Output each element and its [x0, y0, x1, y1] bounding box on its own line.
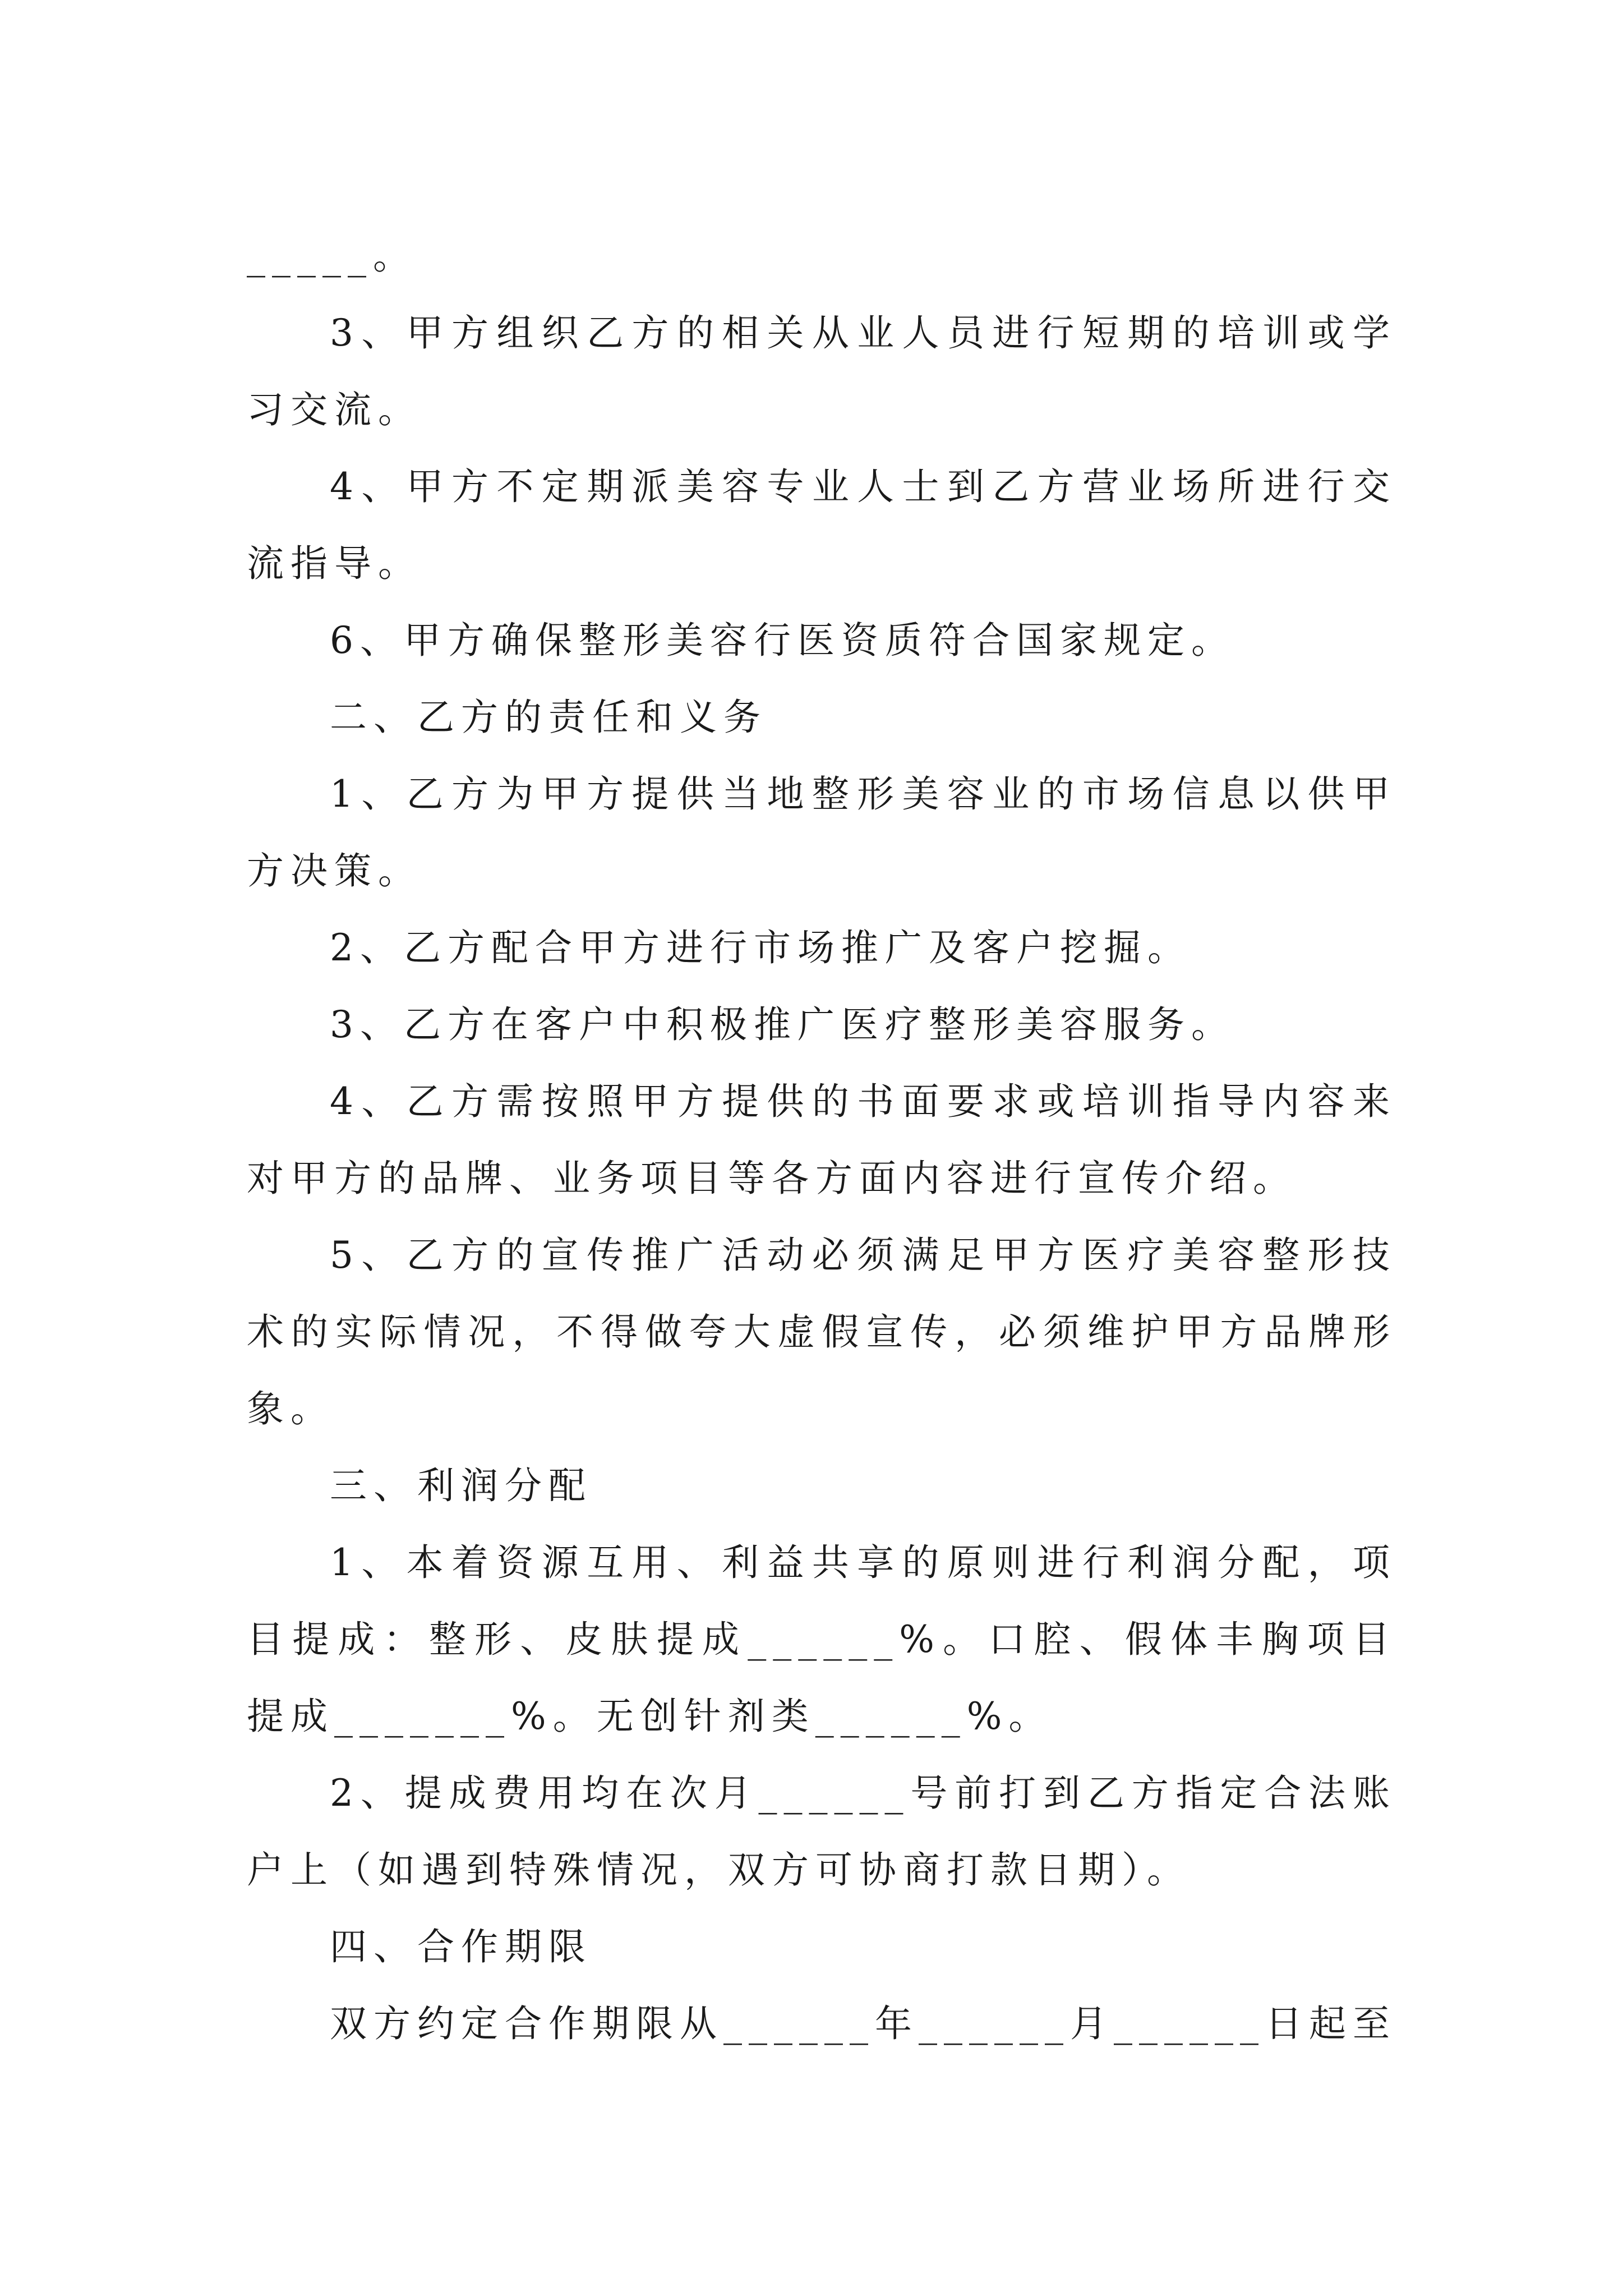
paragraph-party-b-item-1: 1、乙方为甲方提供当地整形美容业的市场信息以供甲方决策。: [247, 772, 1396, 892]
paragraph-party-a-item-6: 6、甲方确保整形美容行医资质符合国家规定。: [330, 619, 1235, 662]
paragraph-party-b-item-4: 4、乙方需按照甲方提供的书面要求或培训指导内容来对甲方的品牌、业务项目等各方面内容进行宣传介绍。: [247, 1080, 1396, 1200]
paragraph-party-b-item-2: 2、乙方配合甲方进行市场推广及客户挖掘。: [330, 926, 1191, 969]
paragraph-party-a-item-4: 4、甲方不定期派美容专业人士到乙方营业场所进行交流指导。: [247, 465, 1396, 585]
section-heading-party-b: 二、乙方的责任和义务: [330, 696, 767, 739]
paragraph-profit-item-2: 2、提成费用均在次月______号前打到乙方指定合法账户上（如遇到特殊情况，双方可协商打款日期）。: [247, 1772, 1396, 1892]
document-body: [247, 218, 1396, 2062]
section-heading-term: 四、合作期限: [330, 1925, 592, 1968]
paragraph-party-b-item-5: 5、乙方的宣传推广活动必须满足甲方医疗美容整形技术的实际情况，不得做夸大虚假宣传，必须维护甲方品牌形象。: [247, 1234, 1396, 1430]
paragraph-party-a-item-3: 3、甲方组织乙方的相关从业人员进行短期的培训或学习交流。: [247, 311, 1396, 431]
paragraph-term-text: 双方约定合作期限从______年______月______日起至: [330, 2002, 1396, 2045]
section-heading-profit: 三、利润分配: [330, 1464, 592, 1507]
paragraph-profit-item-1: 1、本着资源互用、利益共享的原则进行利润分配，项目提成：整形、皮肤提成______%。口腔、假体丰胸项目提成_______%。无创针剂类______%。: [247, 1541, 1396, 1738]
paragraph-fragment: _____。: [247, 234, 417, 278]
paragraph-party-b-item-3: 3、乙方在客户中积极推广医疗整形美容服务。: [330, 1003, 1235, 1046]
